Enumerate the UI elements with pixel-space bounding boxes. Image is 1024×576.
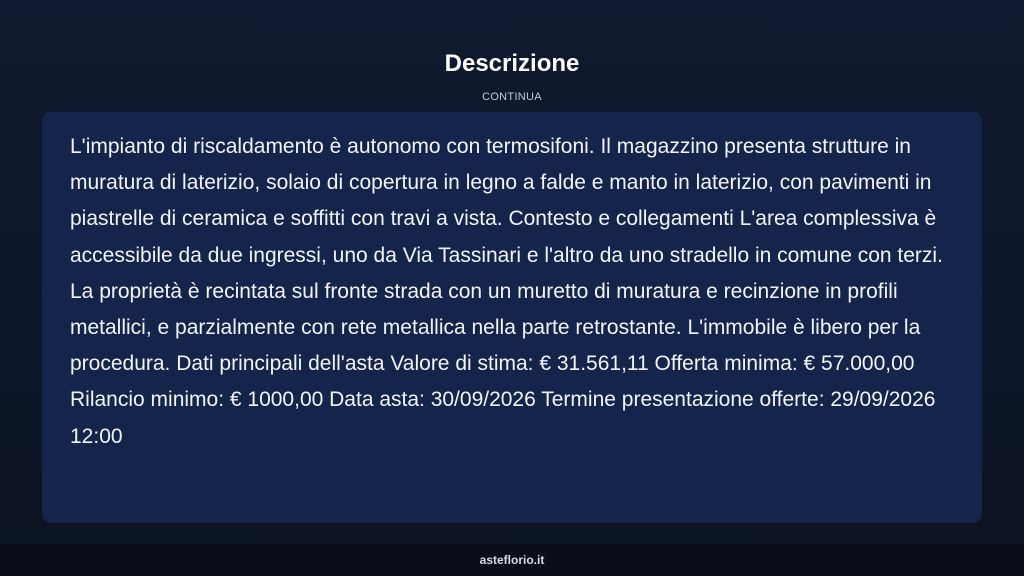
page-header — [0, 48, 1024, 104]
description-card — [42, 112, 982, 523]
continue-label: CONTINUA — [482, 91, 542, 103]
footer-bar — [0, 544, 1024, 576]
description-text: L'impianto di riscaldamento è autonomo con termosifoni. Il magazzino presenta strutture in muratura di laterizio, solaio di copertura in legno a falde e manto in laterizio, con pavimenti in piastrelle di ceramica e soffitti con travi a vista. Contesto e collegamenti L'area complessiva è accessibile da due ingressi, uno da Via Tassinari e l'altro da uno stradello in comune con terzi. La proprietà è recintata sul fronte strada con un muretto di muratura e recinzione in profili metallici, e parzialmente con rete metallica nella parte retrostante. L'immobile è libero per la procedura. Dati principali dell'asta Valore di stima: € 31.561,11 Offerta minima: € 57.000,00 Rilancio minimo: € 1000,00 Data asta: 30/09/2026 Termine presentazione offerte: 29/09/2026 12:00 — [70, 135, 943, 448]
page-title: Descrizione — [444, 50, 580, 77]
site-name: asteflorio.it — [479, 553, 545, 567]
